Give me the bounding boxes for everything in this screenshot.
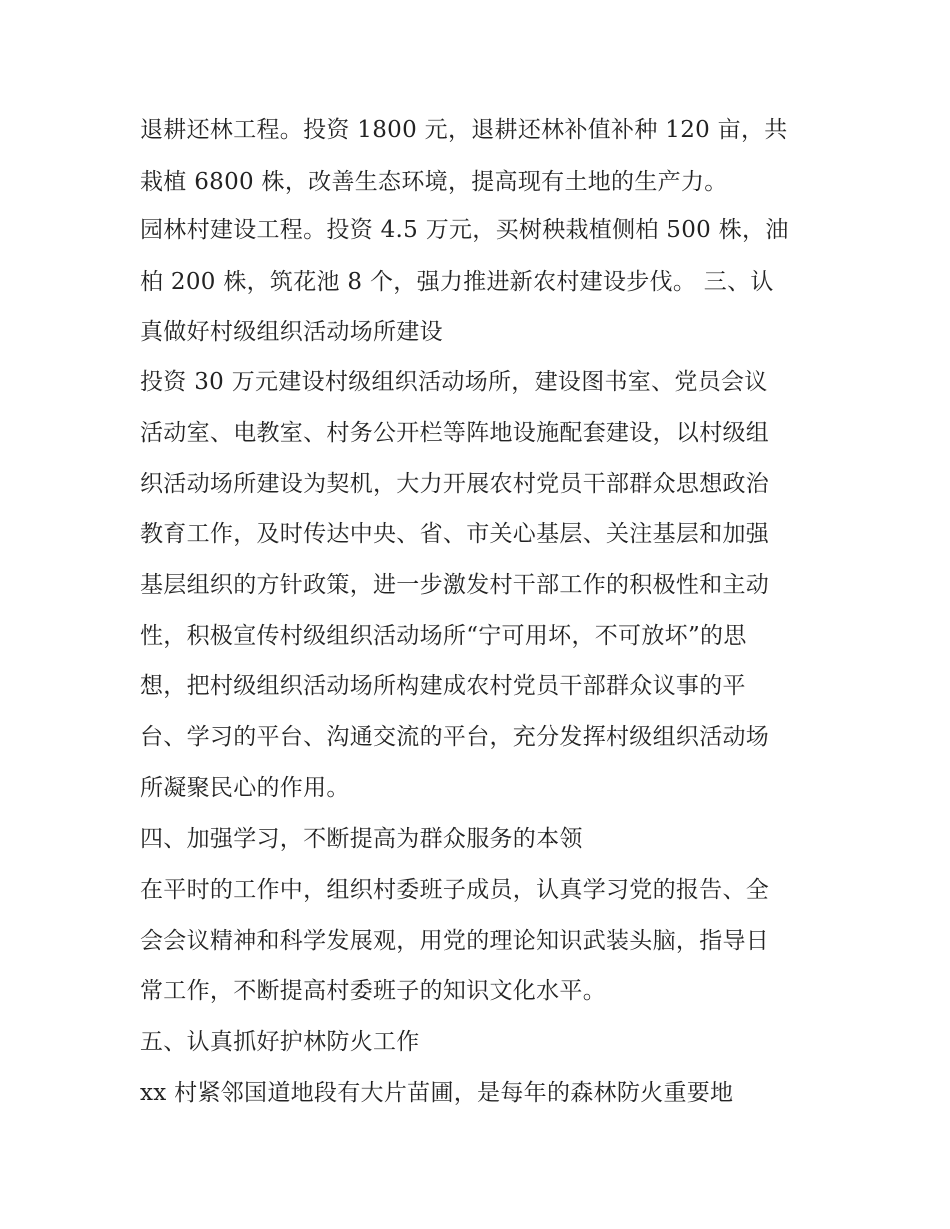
text-line: 基层组织的方针政策，进一步激发村干部工作的积极性和主动 — [140, 572, 770, 598]
text-line: 柏 200 株，筑花池 8 个，强力推进新农村建设步伐。 三、认 — [140, 269, 774, 295]
text-line: 会会议精神和科学发展观，用党的理论知识武装头脑，指导日 — [140, 928, 770, 954]
text-line: 退耕还林工程。投资 1800 元，退耕还林补值补种 120 亩，共 — [140, 117, 788, 143]
section-heading: 四、加强学习，不断提高为群众服务的本领 — [140, 826, 583, 852]
text-line: 真做好村级组织活动场所建设 — [140, 319, 443, 345]
text-line: 园林村建设工程。投资 4.5 万元，买树秧栽植侧柏 500 株，油 — [140, 217, 789, 243]
text-line: 教育工作，及时传达中央、省、市关心基层、关注基层和加强 — [140, 521, 770, 547]
text-line: 织活动场所建设为契机，大力开展农村党员干部群众思想政治 — [140, 471, 770, 497]
text-line: 投资 30 万元建设村级组织活动场所，建设图书室、党员会议 — [140, 369, 768, 395]
text-line: 常工作，不断提高村委班子的知识文化水平。 — [140, 978, 606, 1004]
text-line: 所凝聚民心的作用。 — [140, 775, 350, 801]
text-line: 活动室、电教室、村务公开栏等阵地设施配套建设，以村级组 — [140, 420, 770, 446]
text-line: 栽植 6800 株，改善生态环境，提高现有土地的生产力。 — [140, 169, 728, 195]
section-heading: 五、认真抓好护林防火工作 — [140, 1029, 420, 1055]
text-line: 在平时的工作中，组织村委班子成员，认真学习党的报告、全 — [140, 877, 770, 903]
text-line: 台、学习的平台、沟通交流的平台，充分发挥村级组织活动场 — [140, 724, 770, 750]
text-line: 性，积极宣传村级组织活动场所“宁可用坏，不可放坏”的思 — [140, 623, 747, 649]
text-line: xx 村紧邻国道地段有大片苗圃，是每年的森林防火重要地 — [140, 1080, 734, 1106]
text-line: 想，把村级组织活动场所构建成农村党员干部群众议事的平 — [140, 673, 746, 699]
